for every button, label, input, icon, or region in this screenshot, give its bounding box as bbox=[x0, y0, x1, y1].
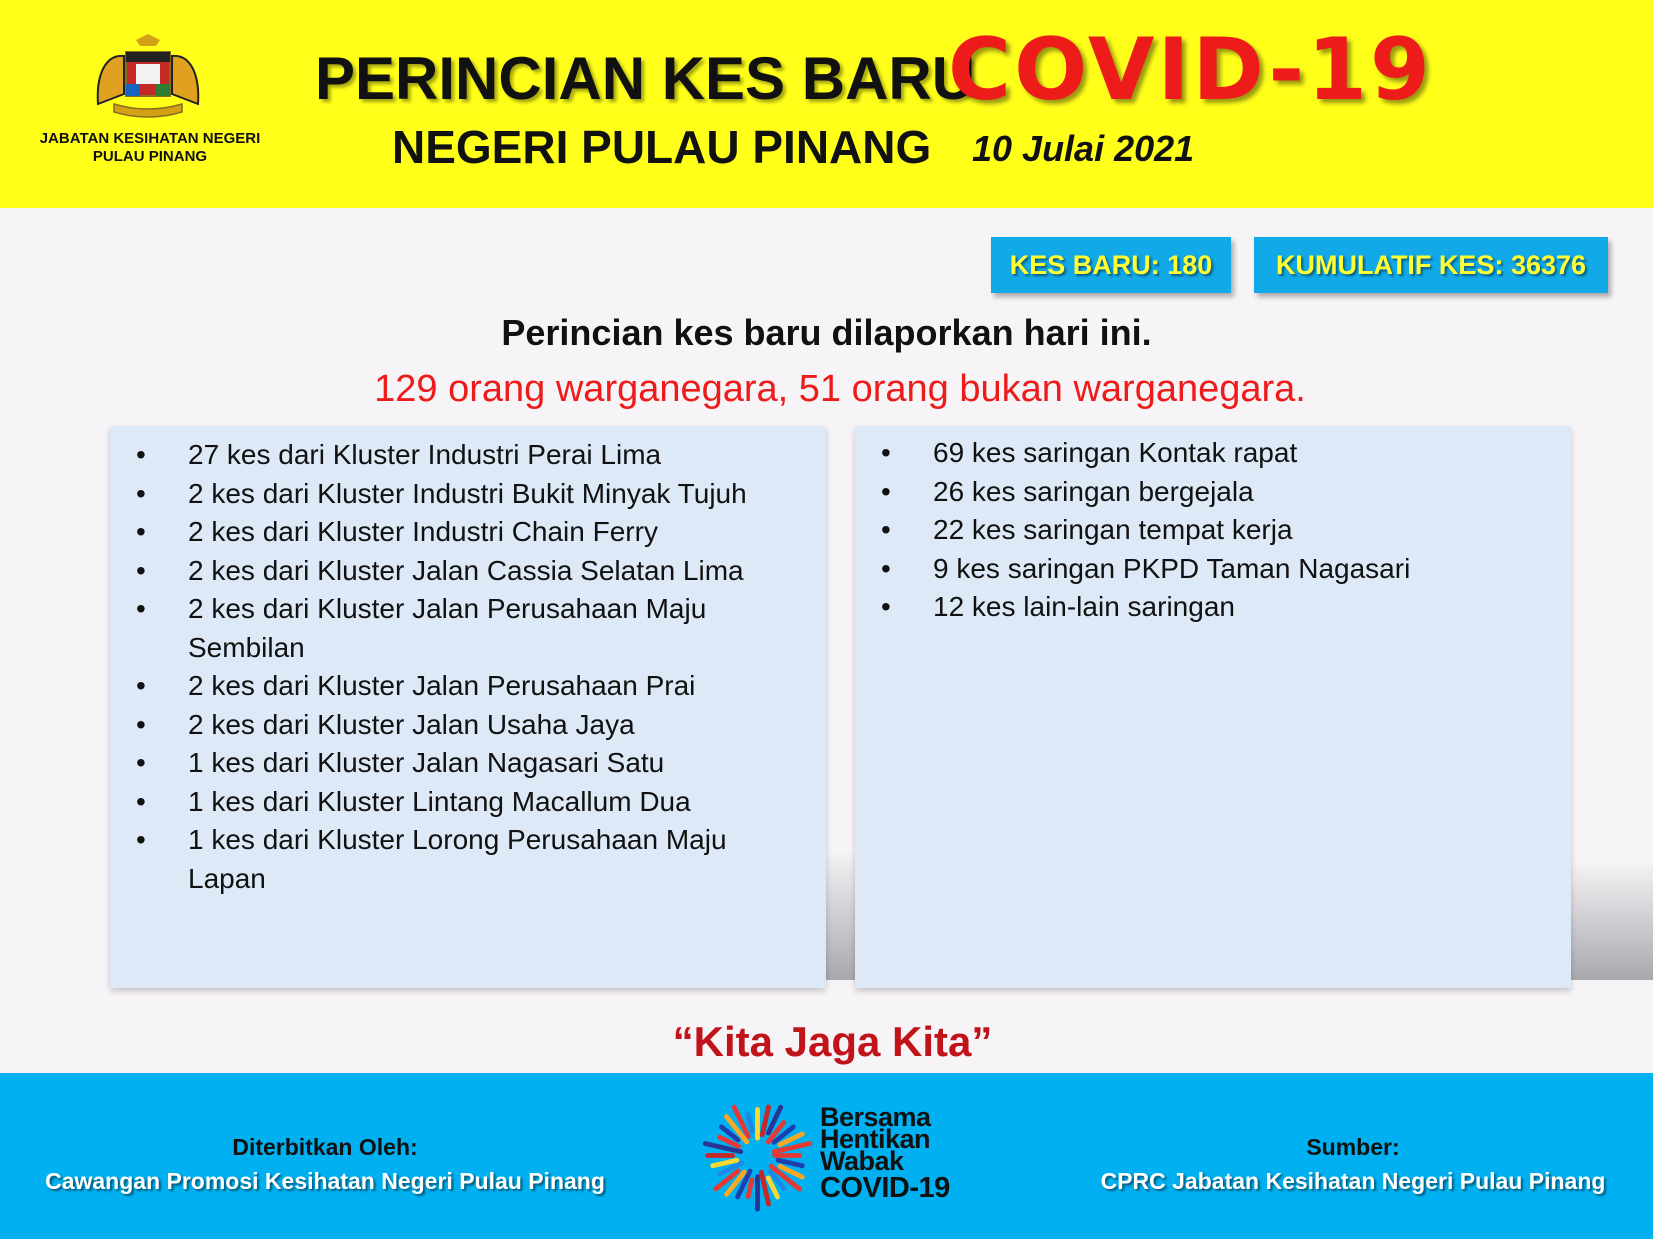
coat-of-arms-icon bbox=[88, 34, 208, 120]
bullet: • bbox=[136, 747, 146, 778]
covid-title: COVID-19 bbox=[948, 20, 1433, 120]
bullet: • bbox=[136, 824, 146, 855]
bullet: • bbox=[136, 593, 146, 624]
bullet: • bbox=[136, 670, 146, 701]
bullet: • bbox=[136, 516, 146, 547]
department-line-2: PULAU PINANG bbox=[92, 148, 208, 165]
list-item: • 1 kes dari Kluster Lorong Perusahaan Maju Lapan bbox=[128, 821, 808, 898]
department-name bbox=[20, 130, 280, 166]
source-label: Sumber: bbox=[1306, 1134, 1400, 1160]
bullet: • bbox=[136, 477, 146, 509]
header-banner bbox=[0, 0, 1653, 208]
campaign-slogan bbox=[820, 1102, 950, 1204]
list-item: • 2 kes dari Kluster Jalan Cassia Selatan Lima bbox=[128, 552, 808, 591]
list-item: • 2 kes dari Kluster Industri Chain Ferry bbox=[128, 513, 808, 552]
section-subtitle: Perincian kes baru dilaporkan hari ini. bbox=[501, 312, 1152, 353]
report-date: 10 Julai 2021 bbox=[972, 128, 1195, 169]
published-by-name: Cawangan Promosi Kesihatan Negeri Pulau Pinang bbox=[45, 1168, 605, 1194]
bullet: • bbox=[881, 437, 891, 468]
cluster-panel bbox=[110, 426, 826, 988]
source-name: CPRC Jabatan Kesihatan Negeri Pulau Pinang bbox=[1100, 1168, 1606, 1194]
cluster-list bbox=[128, 436, 808, 898]
list-item: • 26 kes saringan bergejala bbox=[873, 473, 1553, 512]
published-by-label: Diterbitkan Oleh: bbox=[232, 1134, 418, 1160]
list-item: • 1 kes dari Kluster Jalan Nagasari Satu bbox=[128, 744, 808, 783]
campaign-line-2: Hentikan bbox=[820, 1124, 931, 1154]
bullet: • bbox=[881, 514, 891, 545]
campaign-line-1: Bersama bbox=[820, 1102, 931, 1132]
sunburst-ray bbox=[748, 1114, 752, 1131]
cumulative-cases-badge: KUMULATIF KES: 36376 bbox=[1254, 237, 1608, 293]
campaign-line-4: COVID-19 bbox=[820, 1172, 950, 1204]
citizenship-breakdown: 129 orang warganegara, 51 orang bukan warganegara. bbox=[374, 368, 1306, 410]
list-item: • 22 kes saringan tempat kerja bbox=[873, 511, 1553, 550]
list-item: • 9 kes saringan PKPD Taman Nagasari bbox=[873, 550, 1553, 589]
bullet: • bbox=[881, 552, 891, 584]
bullet: • bbox=[136, 785, 146, 817]
panel-shadow bbox=[826, 850, 855, 980]
sunburst-logo-icon bbox=[700, 1098, 815, 1213]
page-title: PERINCIAN KES BARU bbox=[315, 45, 976, 112]
bullet: • bbox=[881, 591, 891, 622]
sunburst-ray bbox=[748, 1180, 752, 1197]
list-item: • 12 kes lain-lain saringan bbox=[873, 588, 1553, 627]
motto: “Kita Jaga Kita” bbox=[672, 1018, 993, 1065]
screening-panel bbox=[855, 426, 1571, 988]
panel-shadow bbox=[1571, 860, 1653, 980]
bullet: • bbox=[136, 554, 146, 586]
bullet: • bbox=[136, 708, 146, 740]
screening-list bbox=[873, 434, 1553, 627]
list-item: • 2 kes dari Kluster Industri Bukit Minyak Tujuh bbox=[128, 475, 808, 514]
state-title: NEGERI PULAU PINANG bbox=[392, 121, 932, 173]
list-item: • 27 kes dari Kluster Industri Perai Lima bbox=[128, 436, 808, 475]
bullet: • bbox=[136, 439, 146, 470]
list-item: • 2 kes dari Kluster Jalan Usaha Jaya bbox=[128, 706, 808, 745]
campaign-line-3: Wabak bbox=[820, 1146, 904, 1176]
list-item: • 2 kes dari Kluster Jalan Perusahaan Maju Sembilan bbox=[128, 590, 808, 667]
list-item: • 1 kes dari Kluster Lintang Macallum Dua bbox=[128, 783, 808, 822]
new-cases-badge: KES BARU: 180 bbox=[991, 237, 1231, 293]
list-item: • 69 kes saringan Kontak rapat bbox=[873, 434, 1553, 473]
list-item: • 2 kes dari Kluster Jalan Perusahaan Prai bbox=[128, 667, 808, 706]
bullet: • bbox=[881, 475, 891, 507]
department-line-1: JABATAN KESIHATAN NEGERI bbox=[39, 130, 261, 147]
